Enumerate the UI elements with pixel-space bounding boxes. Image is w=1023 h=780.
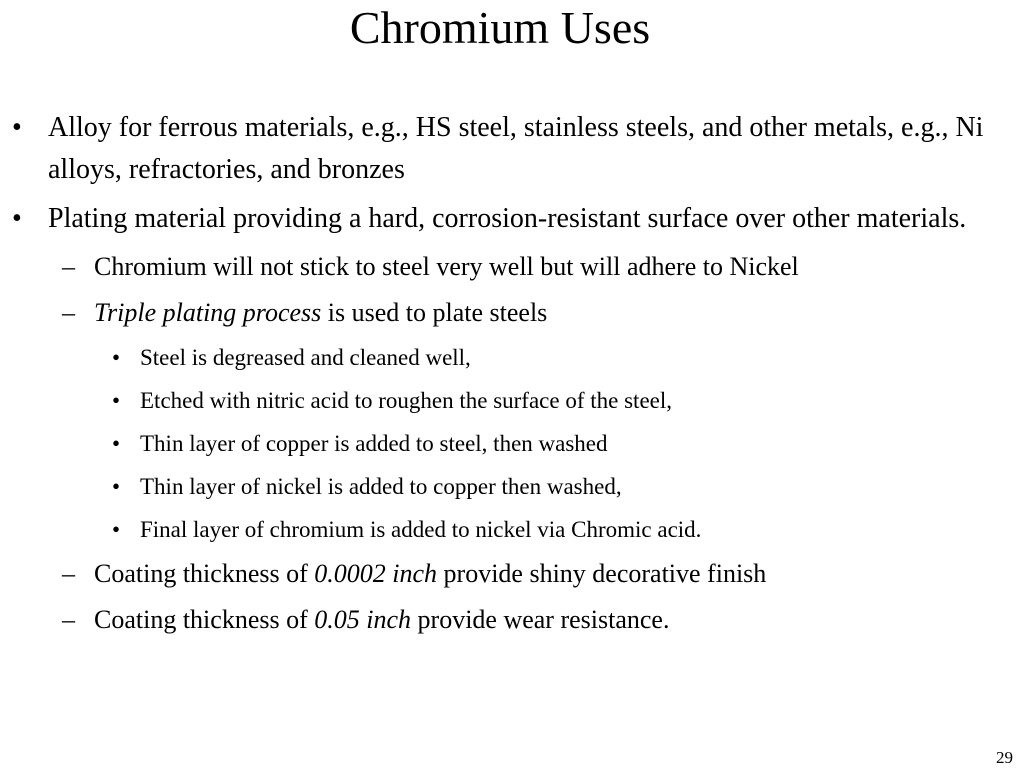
bullet-marker: •: [112, 345, 121, 370]
step-text: Thin layer of copper is added to steel, then washed: [140, 431, 608, 456]
subbullet-wear-thickness: [0, 600, 1023, 640]
bullet-marker: •: [112, 517, 121, 542]
italic-term: Triple plating process: [94, 298, 322, 327]
bullet-text: Alloy for ferrous materials, e.g., HS steel, stainless steels, and other metals, e.g., Ni alloys, refractories, and bronzes: [48, 112, 984, 185]
bullet-marker: •: [112, 431, 121, 456]
step-etch: [0, 382, 1023, 419]
step-text: Thin layer of nickel is added to copper then washed,: [140, 474, 622, 499]
bullet-marker: •: [112, 474, 121, 499]
slide-content: [0, 107, 1023, 646]
step-text: Final layer of chromium is added to nickel via Chromic acid.: [140, 517, 702, 542]
subbullet-text: Chromium will not stick to steel very well but will adhere to Nickel: [94, 252, 799, 281]
step-text: Etched with nitric acid to roughen the surface of the steel,: [140, 388, 672, 413]
bullet-marker: •: [12, 112, 22, 143]
dash-marker: –: [62, 559, 75, 588]
bullet-alloy: [0, 107, 1023, 191]
subbullet-text: provide shiny decorative finish: [437, 559, 767, 588]
step-nickel: [0, 468, 1023, 505]
slide-title: Chromium Uses: [349, 2, 651, 53]
bullet-marker: •: [12, 203, 22, 234]
dash-marker: –: [62, 252, 75, 281]
subbullet-text: Coating thickness of: [94, 559, 315, 588]
step-chromium: [0, 511, 1023, 548]
subbullet-triple-plating: [0, 293, 1023, 333]
dash-marker: –: [62, 298, 75, 327]
subbullet-decorative-thickness: [0, 554, 1023, 594]
italic-value: 0.0002 inch: [314, 559, 438, 588]
subbullet-text: provide wear resistance.: [411, 605, 670, 634]
subbullet-adhesion: [0, 247, 1023, 287]
bullet-marker: •: [112, 388, 121, 413]
step-degrease: [0, 339, 1023, 376]
subbullet-text: is used to plate steels: [321, 298, 548, 327]
step-text: Steel is degreased and cleaned well,: [140, 345, 471, 370]
italic-value: 0.05 inch: [314, 605, 412, 634]
subbullet-text: Coating thickness of: [94, 605, 315, 634]
dash-marker: –: [62, 605, 75, 634]
page-number: 29: [996, 748, 1013, 767]
bullet-plating: [0, 198, 1023, 240]
bullet-text: Plating material providing a hard, corrosion-resistant surface over other materials.: [48, 203, 967, 234]
step-copper: [0, 425, 1023, 462]
